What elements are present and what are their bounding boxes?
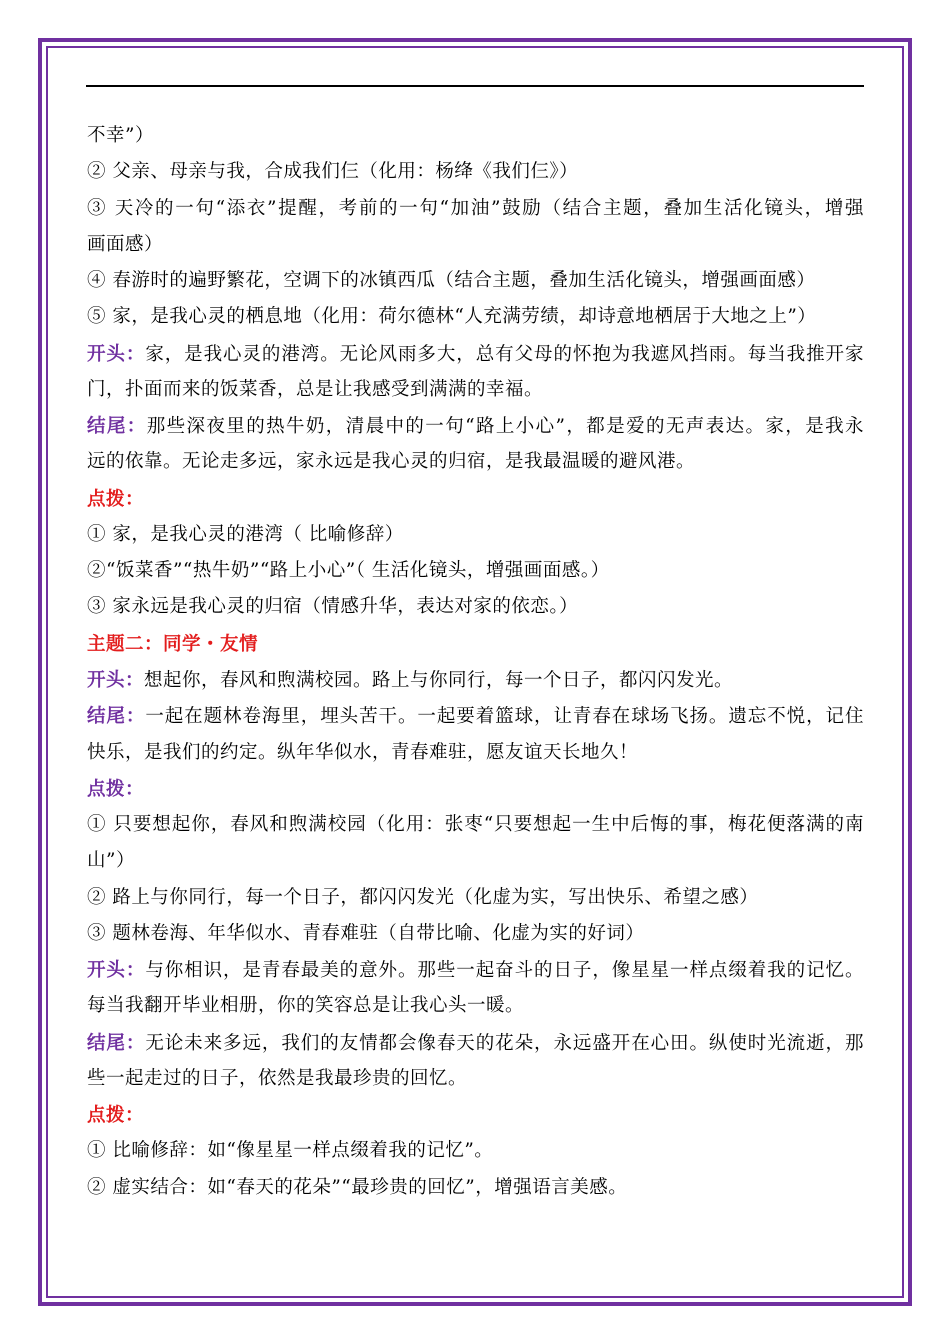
opening-paragraph	[87, 336, 864, 372]
opening-paragraph	[87, 952, 864, 988]
ending-label: 结尾：	[87, 705, 146, 727]
hint-line: 画面感）	[87, 233, 164, 255]
tip-item: 山”）	[87, 850, 135, 872]
tip-item: ① 家，是我心灵的港湾（ 比喻修辞）	[87, 523, 404, 545]
tips-heading	[87, 1097, 864, 1133]
opening-text-line: 门，扑面而来的饭菜香，总是让我感受到满满的幸福。	[87, 378, 544, 400]
tip-item: ③ 家永远是我心灵的归宿（情感升华，表达对家的依恋。）	[87, 596, 579, 618]
ending-paragraph	[87, 408, 864, 444]
tips-label: 点拨：	[87, 487, 145, 509]
hint-line: ④ 春游时的遍野繁花，空调下的冰镇西瓜（结合主题，叠加生活化镜头，增强画面感）	[87, 270, 816, 292]
tips-heading	[87, 481, 864, 517]
tip-item: ③ 题林卷海、年华似水、青春难驻（自带比喻、化虚为实的好词）	[87, 922, 645, 944]
hint-line: ⑤ 家，是我心灵的栖息地（化用：荷尔德林“人充满劳绩，却诗意地栖居于大地之上”）	[87, 306, 817, 328]
ending-label: 结尾：	[87, 1031, 146, 1053]
ending-paragraph	[87, 1025, 864, 1061]
document-body	[87, 118, 864, 1206]
ending-paragraph	[87, 698, 864, 734]
tips-heading	[87, 771, 864, 807]
opening-text: 家，是我心灵的港湾。无论风雨多大，总有父母的怀抱为我遮风挡雨。每当我推开家	[145, 343, 864, 365]
tips-label: 点拨：	[87, 777, 145, 799]
opening-text: 与你相识，是青春最美的意外。那些一起奋斗的日子，像星星一样点缀着我的记忆。	[145, 960, 864, 982]
opening-text-line: 每当我翻开毕业相册，你的笑容总是让我心头一暖。	[87, 995, 525, 1017]
section-title: 主题二：同学・友情	[87, 632, 259, 654]
ending-text-line: 些一起走过的日子，依然是我最珍贵的回忆。	[87, 1067, 468, 1089]
tip-item: ① 只要想起你，春风和煦满校园（化用：张枣“只要想起一生中后悔的事，梅花便落满的南	[87, 814, 864, 836]
tip-item: ① 比喻修辞：如“像星星一样点缀着我的记忆”。	[87, 1140, 494, 1162]
tip-item: ② 虚实结合：如“春天的花朵”“最珍贵的回忆”，增强语言美感。	[87, 1176, 628, 1198]
ending-text: 那些深夜里的热牛奶，清晨中的一句“路上小心”，都是爱的无声表达。家，是我永	[146, 416, 864, 438]
hint-line: 不幸”）	[87, 125, 154, 146]
header-rule	[86, 85, 864, 87]
tip-item: ② 路上与你同行，每一个日子，都闪闪发光（化虚为实，写出快乐、希望之感）	[87, 886, 759, 908]
ending-label: 结尾：	[87, 415, 147, 437]
tip-item: ②“饭菜香”“热牛奶”“路上小心”（ 生活化镜头，增强画面感。）	[87, 560, 610, 582]
opening-text: 想起你，春风和煦满校园。路上与你同行，每一个日子，都闪闪发光。	[144, 669, 734, 691]
ending-text: 一起在题林卷海里，埋头苦干。一起要着篮球，让青春在球场飞扬。遗忘不悦，记住	[145, 706, 864, 728]
tips-label: 点拨：	[87, 1104, 145, 1126]
opening-label: 开头：	[87, 668, 145, 690]
opening-label: 开头：	[87, 342, 146, 364]
hint-line: ③ 天冷的一句“添衣”提醒，考前的一句“加油”鼓励（结合主题，叠加生活化镜头，增强	[87, 197, 864, 219]
ending-text-line: 快乐，是我们的约定。纵年华似水，青春难驻，愿友谊天长地久！	[87, 741, 639, 763]
opening-paragraph	[87, 662, 864, 698]
ending-text: 无论未来多远，我们的友情都会像春天的花朵，永远盛开在心田。纵使时光流逝，那	[145, 1032, 864, 1054]
hint-line: ② 父亲、母亲与我，合成我们仨（化用：杨绛《我们仨》）	[87, 161, 579, 183]
ending-text-line: 远的依靠。无论走多远，家永远是我心灵的归宿，是我最温暖的避风港。	[87, 451, 696, 473]
opening-label: 开头：	[87, 959, 146, 981]
